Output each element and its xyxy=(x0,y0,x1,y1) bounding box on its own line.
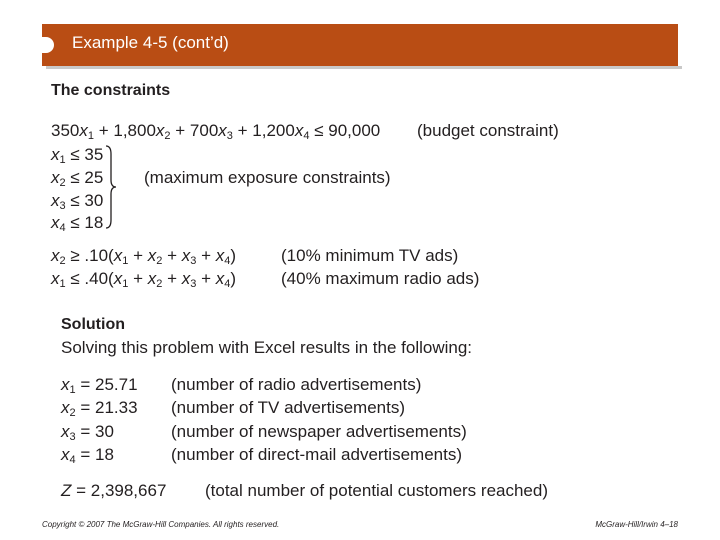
solution-x1: $x_1 = 25.71$ xyxy=(61,375,138,396)
solution-objective-value: 2,398,667 xyxy=(90,481,167,500)
solution-intro: Solving this problem with Excel results in the following: xyxy=(61,338,473,357)
solution-x3-value: 30 xyxy=(95,422,114,441)
solution-x3: $x_3 = 30$ xyxy=(61,422,114,443)
solution-objective: Z = 2,398,667 xyxy=(61,481,167,500)
copyright-footer: Copyright © 2007 The McGraw-Hill Companies. All rights reserved. xyxy=(42,520,280,529)
solution-x1-comment: (number of radio advertisements) xyxy=(171,375,422,394)
exposure-rhs-x4: 18 xyxy=(84,213,104,232)
solution-x2: $x_2 = 21.33$ xyxy=(61,398,138,419)
exposure-constraint-x3: $x_3 \le 30$ xyxy=(51,191,104,212)
solution-x4-value: 18 xyxy=(95,445,114,464)
budget-constraint-comment: (budget constraint) xyxy=(417,121,559,140)
exposure-rhs-x3: 30 xyxy=(84,191,104,210)
solution-x2-comment: (number of TV advertisements) xyxy=(171,398,405,417)
exposure-rhs-x2: 25 xyxy=(84,168,104,187)
page-number-footer: McGraw-Hill/Irwin 4–18 xyxy=(595,520,678,529)
exposure-rhs-x1: 35 xyxy=(84,145,104,164)
radio-ratio-coefficient: .40 xyxy=(84,269,109,288)
radio-ratio-comment: (40% maximum radio ads) xyxy=(281,269,480,288)
constraints-heading: The constraints xyxy=(51,82,171,99)
tv-ratio-coefficient: .10 xyxy=(84,246,109,265)
exposure-constraint-x2: $x_2 \le 25$ xyxy=(51,168,104,189)
radio-ratio-constraint: $x_1 \le .40(x_1 + x_2 + x_3 + x_4)$ xyxy=(51,269,237,290)
solution-x4: $x_4 = 18$ xyxy=(61,445,114,466)
solution-x1-value: 25.71 xyxy=(95,375,138,394)
slide-title: Example 4-5 (cont’d) xyxy=(72,33,229,52)
solution-x4-comment: (number of direct-mail advertisements) xyxy=(171,445,462,464)
exposure-constraint-comment: (maximum exposure constraints) xyxy=(144,168,391,187)
exposure-brace xyxy=(104,144,118,230)
solution-x2-value: 21.33 xyxy=(95,398,138,417)
tv-ratio-comment: (10% minimum TV ads) xyxy=(281,246,459,265)
solution-objective-comment: (total number of potential customers reached) xyxy=(205,481,549,500)
solution-heading: Solution xyxy=(61,316,125,333)
exposure-constraint-x1: $x_1 \le 35$ xyxy=(51,145,104,166)
tv-ratio-constraint: $x_2 \ge .10(x_1 + x_2 + x_3 + x_4)$ xyxy=(51,246,237,267)
exposure-constraint-x4: $x_4 \le 18$ xyxy=(51,213,104,234)
solution-x3-comment: (number of newspaper advertisements) xyxy=(171,422,467,441)
title-bar-shadow xyxy=(46,66,682,69)
budget-constraint-equation: $350x_1 + 1,800x_2 + 700x_3 + 1,200x_4 \le 90,000$ xyxy=(51,121,381,142)
